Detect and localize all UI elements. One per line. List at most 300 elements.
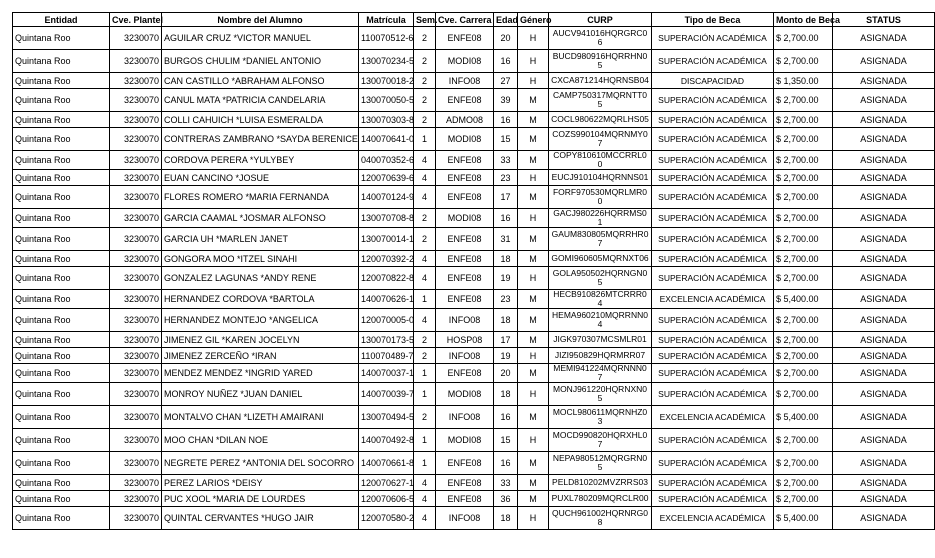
tipo-beca-cell: SUPERACIÓN ACADÉMICA [652, 170, 774, 186]
status-cell: ASIGNADA [833, 170, 935, 186]
curp-cell: HECB910826MTCRRR04 [549, 290, 652, 309]
cve-plantel-cell: 3230070 [110, 348, 162, 364]
monto-beca-cell: $ 2,700.00 [774, 475, 833, 491]
cve-carrera-cell: ADMO08 [436, 112, 494, 128]
entidad-cell: Quintana Roo [13, 429, 110, 452]
entidad-cell: Quintana Roo [13, 27, 110, 50]
cve-carrera-cell: INFO08 [436, 406, 494, 429]
nombre-cell: NEGRETE PEREZ *ANTONIA DEL SOCORRO [162, 452, 359, 475]
genero-cell: H [518, 348, 549, 364]
monto-beca-cell: $ 2,700.00 [774, 112, 833, 128]
edad-cell: 16 [494, 406, 518, 429]
table-row [13, 452, 935, 475]
table-row [13, 290, 935, 309]
entidad-cell: Quintana Roo [13, 228, 110, 251]
cve-plantel-cell: 3230070 [110, 251, 162, 267]
cve-carrera-cell: ENFE08 [436, 89, 494, 112]
semestre-cell: 2 [414, 348, 436, 364]
table-row [13, 251, 935, 267]
curp-cell: EUCJ910104HQRNNS01 [549, 170, 652, 186]
genero-cell: M [518, 151, 549, 170]
matricula-cell: 130070018-2 [359, 73, 414, 89]
curp-cell: JIGK970307MCSMLR01 [549, 332, 652, 348]
edad-cell: 16 [494, 209, 518, 228]
cve-plantel-cell: 3230070 [110, 151, 162, 170]
cve-plantel-cell: 3230070 [110, 364, 162, 383]
tipo-beca-cell: SUPERACIÓN ACADÉMICA [652, 27, 774, 50]
status-cell: ASIGNADA [833, 73, 935, 89]
nombre-cell: AGUILAR CRUZ *VICTOR MANUEL [162, 27, 359, 50]
entidad-cell: Quintana Roo [13, 348, 110, 364]
semestre-cell: 2 [414, 228, 436, 251]
genero-cell: H [518, 50, 549, 73]
edad-cell: 19 [494, 348, 518, 364]
matricula-cell: 120070639-6 [359, 170, 414, 186]
semestre-cell: 2 [414, 112, 436, 128]
tipo-beca-cell: SUPERACIÓN ACADÉMICA [652, 475, 774, 491]
col-status: STATUS [833, 13, 935, 27]
entidad-cell: Quintana Roo [13, 475, 110, 491]
nombre-cell: CANUL MATA *PATRICIA CANDELARIA [162, 89, 359, 112]
edad-cell: 16 [494, 112, 518, 128]
matricula-cell: 140070124-9 [359, 186, 414, 209]
monto-beca-cell: $ 2,700.00 [774, 170, 833, 186]
table-row [13, 50, 935, 73]
tipo-beca-cell: SUPERACIÓN ACADÉMICA [652, 332, 774, 348]
table-row [13, 228, 935, 251]
nombre-cell: PUC XOOL *MARIA DE LOURDES [162, 491, 359, 507]
tipo-beca-cell: SUPERACIÓN ACADÉMICA [652, 491, 774, 507]
semestre-cell: 1 [414, 290, 436, 309]
curp-cell: GOMI960605MQRNXT06 [549, 251, 652, 267]
genero-cell: H [518, 507, 549, 530]
genero-cell: M [518, 228, 549, 251]
status-cell: ASIGNADA [833, 364, 935, 383]
semestre-cell: 4 [414, 267, 436, 290]
tipo-beca-cell: SUPERACIÓN ACADÉMICA [652, 452, 774, 475]
semestre-cell: 2 [414, 209, 436, 228]
genero-cell: M [518, 186, 549, 209]
tipo-beca-cell: SUPERACIÓN ACADÉMICA [652, 364, 774, 383]
table-row [13, 112, 935, 128]
status-cell: ASIGNADA [833, 112, 935, 128]
cve-carrera-cell: MODI08 [436, 128, 494, 151]
genero-cell: M [518, 309, 549, 332]
curp-cell: HEMA960210MQRRNN04 [549, 309, 652, 332]
status-cell: ASIGNADA [833, 267, 935, 290]
tipo-beca-cell: SUPERACIÓN ACADÉMICA [652, 348, 774, 364]
curp-cell: JIZI950829HQRMRR07 [549, 348, 652, 364]
cve-carrera-cell: INFO08 [436, 507, 494, 530]
col-monto-beca: Monto de Beca [774, 13, 833, 27]
cve-carrera-cell: ENFE08 [436, 452, 494, 475]
monto-beca-cell: $ 5,400.00 [774, 290, 833, 309]
status-cell: ASIGNADA [833, 348, 935, 364]
cve-plantel-cell: 3230070 [110, 50, 162, 73]
matricula-cell: 120070627-1 [359, 475, 414, 491]
tipo-beca-cell: SUPERACIÓN ACADÉMICA [652, 50, 774, 73]
monto-beca-cell: $ 2,700.00 [774, 332, 833, 348]
curp-cell: MONJ961220HQRNXN05 [549, 383, 652, 406]
tipo-beca-cell: SUPERACIÓN ACADÉMICA [652, 267, 774, 290]
nombre-cell: HERNANDEZ CORDOVA *BARTOLA [162, 290, 359, 309]
monto-beca-cell: $ 2,700.00 [774, 491, 833, 507]
entidad-cell: Quintana Roo [13, 170, 110, 186]
entidad-cell: Quintana Roo [13, 491, 110, 507]
edad-cell: 20 [494, 27, 518, 50]
matricula-cell: 130070173-5 [359, 332, 414, 348]
edad-cell: 27 [494, 73, 518, 89]
entidad-cell: Quintana Roo [13, 128, 110, 151]
status-cell: ASIGNADA [833, 209, 935, 228]
table-row [13, 507, 935, 530]
cve-plantel-cell: 3230070 [110, 406, 162, 429]
nombre-cell: CAN CASTILLO *ABRAHAM ALFONSO [162, 73, 359, 89]
genero-cell: M [518, 332, 549, 348]
matricula-cell: 130070303-8 [359, 112, 414, 128]
table-row [13, 364, 935, 383]
table-row [13, 27, 935, 50]
table-row [13, 128, 935, 151]
cve-carrera-cell: ENFE08 [436, 228, 494, 251]
cve-plantel-cell: 3230070 [110, 186, 162, 209]
edad-cell: 18 [494, 383, 518, 406]
cve-plantel-cell: 3230070 [110, 209, 162, 228]
entidad-cell: Quintana Roo [13, 383, 110, 406]
matricula-cell: 140070661-8 [359, 452, 414, 475]
semestre-cell: 1 [414, 429, 436, 452]
cve-carrera-cell: ENFE08 [436, 290, 494, 309]
matricula-cell: 120070606-5 [359, 491, 414, 507]
genero-cell: H [518, 209, 549, 228]
curp-cell: BUCD980916HQRRHN05 [549, 50, 652, 73]
monto-beca-cell: $ 5,400.00 [774, 507, 833, 530]
status-cell: ASIGNADA [833, 186, 935, 209]
cve-plantel-cell: 3230070 [110, 452, 162, 475]
header-row [13, 13, 935, 27]
nombre-cell: GARCIA CAAMAL *JOSMAR ALFONSO [162, 209, 359, 228]
status-cell: ASIGNADA [833, 128, 935, 151]
table-row [13, 348, 935, 364]
edad-cell: 16 [494, 50, 518, 73]
cve-carrera-cell: ENFE08 [436, 151, 494, 170]
monto-beca-cell: $ 2,700.00 [774, 267, 833, 290]
entidad-cell: Quintana Roo [13, 406, 110, 429]
col-genero: Género [518, 13, 549, 27]
cve-carrera-cell: ENFE08 [436, 186, 494, 209]
genero-cell: H [518, 170, 549, 186]
monto-beca-cell: $ 2,700.00 [774, 128, 833, 151]
table-row [13, 267, 935, 290]
semestre-cell: 1 [414, 383, 436, 406]
semestre-cell: 2 [414, 406, 436, 429]
col-cve-carrera: Cve. Carrera [436, 13, 494, 27]
status-cell: ASIGNADA [833, 491, 935, 507]
col-entidad: Entidad [13, 13, 110, 27]
tipo-beca-cell: SUPERACIÓN ACADÉMICA [652, 309, 774, 332]
cve-plantel-cell: 3230070 [110, 170, 162, 186]
nombre-cell: GONGORA MOO *ITZEL SINAHI [162, 251, 359, 267]
curp-cell: GOLA950502HQRNGN05 [549, 267, 652, 290]
tipo-beca-cell: EXCELENCIA ACADÉMICA [652, 290, 774, 309]
tipo-beca-cell: SUPERACIÓN ACADÉMICA [652, 209, 774, 228]
genero-cell: H [518, 383, 549, 406]
monto-beca-cell: $ 2,700.00 [774, 452, 833, 475]
edad-cell: 23 [494, 170, 518, 186]
edad-cell: 15 [494, 429, 518, 452]
status-cell: ASIGNADA [833, 27, 935, 50]
genero-cell: M [518, 251, 549, 267]
cve-carrera-cell: INFO08 [436, 309, 494, 332]
edad-cell: 36 [494, 491, 518, 507]
monto-beca-cell: $ 2,700.00 [774, 50, 833, 73]
col-edad: Edad [494, 13, 518, 27]
entidad-cell: Quintana Roo [13, 267, 110, 290]
monto-beca-cell: $ 2,700.00 [774, 228, 833, 251]
cve-plantel-cell: 3230070 [110, 267, 162, 290]
tipo-beca-cell: SUPERACIÓN ACADÉMICA [652, 383, 774, 406]
cve-plantel-cell: 3230070 [110, 309, 162, 332]
col-cve-plantel: Cve. Plantel [110, 13, 162, 27]
status-cell: ASIGNADA [833, 50, 935, 73]
status-cell: ASIGNADA [833, 151, 935, 170]
col-curp: CURP [549, 13, 652, 27]
monto-beca-cell: $ 2,700.00 [774, 383, 833, 406]
tipo-beca-cell: SUPERACIÓN ACADÉMICA [652, 89, 774, 112]
genero-cell: H [518, 73, 549, 89]
genero-cell: M [518, 406, 549, 429]
cve-carrera-cell: MODI08 [436, 383, 494, 406]
semestre-cell: 4 [414, 491, 436, 507]
semestre-cell: 4 [414, 251, 436, 267]
tipo-beca-cell: SUPERACIÓN ACADÉMICA [652, 112, 774, 128]
table-row [13, 309, 935, 332]
tipo-beca-cell: SUPERACIÓN ACADÉMICA [652, 151, 774, 170]
curp-cell: NEPA980512MQRGRN05 [549, 452, 652, 475]
nombre-cell: GARCIA UH *MARLEN JANET [162, 228, 359, 251]
cve-carrera-cell: INFO08 [436, 348, 494, 364]
curp-cell: CXCA871214HQRNSB04 [549, 73, 652, 89]
table-row [13, 170, 935, 186]
semestre-cell: 2 [414, 89, 436, 112]
matricula-cell: 120070822-8 [359, 267, 414, 290]
col-matricula: Matrícula [359, 13, 414, 27]
status-cell: ASIGNADA [833, 406, 935, 429]
cve-plantel-cell: 3230070 [110, 112, 162, 128]
edad-cell: 16 [494, 452, 518, 475]
genero-cell: H [518, 429, 549, 452]
semestre-cell: 2 [414, 332, 436, 348]
matricula-cell: 120070580-2 [359, 507, 414, 530]
entidad-cell: Quintana Roo [13, 332, 110, 348]
table-row [13, 491, 935, 507]
nombre-cell: BURGOS CHULIM *DANIEL ANTONIO [162, 50, 359, 73]
cve-carrera-cell: HOSP08 [436, 332, 494, 348]
matricula-cell: 130070050-5 [359, 89, 414, 112]
cve-plantel-cell: 3230070 [110, 290, 162, 309]
status-cell: ASIGNADA [833, 89, 935, 112]
status-cell: ASIGNADA [833, 383, 935, 406]
matricula-cell: 120070005-0 [359, 309, 414, 332]
cve-plantel-cell: 3230070 [110, 128, 162, 151]
table-row [13, 186, 935, 209]
nombre-cell: HERNANDEZ MONTEJO *ANGELICA [162, 309, 359, 332]
curp-cell: COPY810610MCCRRL00 [549, 151, 652, 170]
table-row [13, 429, 935, 452]
nombre-cell: JIMENEZ GIL *KAREN JOCELYN [162, 332, 359, 348]
col-semestre: Sem. [414, 13, 436, 27]
matricula-cell: 110070489-7 [359, 348, 414, 364]
cve-plantel-cell: 3230070 [110, 89, 162, 112]
genero-cell: M [518, 452, 549, 475]
semestre-cell: 4 [414, 186, 436, 209]
matricula-cell: 130070014-1 [359, 228, 414, 251]
monto-beca-cell: $ 5,400.00 [774, 406, 833, 429]
tipo-beca-cell: SUPERACIÓN ACADÉMICA [652, 186, 774, 209]
semestre-cell: 2 [414, 27, 436, 50]
table-row [13, 383, 935, 406]
edad-cell: 33 [494, 151, 518, 170]
edad-cell: 17 [494, 332, 518, 348]
genero-cell: M [518, 112, 549, 128]
edad-cell: 20 [494, 364, 518, 383]
cve-carrera-cell: MODI08 [436, 429, 494, 452]
cve-plantel-cell: 3230070 [110, 507, 162, 530]
cve-carrera-cell: ENFE08 [436, 267, 494, 290]
semestre-cell: 2 [414, 50, 436, 73]
edad-cell: 18 [494, 309, 518, 332]
semestre-cell: 2 [414, 73, 436, 89]
curp-cell: AUCV941016HQRGRC06 [549, 27, 652, 50]
edad-cell: 19 [494, 267, 518, 290]
nombre-cell: GONZALEZ LAGUNAS *ANDY RENE [162, 267, 359, 290]
curp-cell: COCL980622MQRLHS05 [549, 112, 652, 128]
table-row [13, 73, 935, 89]
edad-cell: 31 [494, 228, 518, 251]
curp-cell: GACJ980226HQRRMS01 [549, 209, 652, 228]
entidad-cell: Quintana Roo [13, 89, 110, 112]
nombre-cell: EUAN CANCINO *JOSUE [162, 170, 359, 186]
nombre-cell: PEREZ LARIOS *DEISY [162, 475, 359, 491]
status-cell: ASIGNADA [833, 251, 935, 267]
table-row [13, 406, 935, 429]
genero-cell: M [518, 491, 549, 507]
cve-carrera-cell: MODI08 [436, 50, 494, 73]
table-row [13, 475, 935, 491]
monto-beca-cell: $ 2,700.00 [774, 186, 833, 209]
matricula-cell: 130070708-8 [359, 209, 414, 228]
cve-carrera-cell: MODI08 [436, 209, 494, 228]
entidad-cell: Quintana Roo [13, 186, 110, 209]
curp-cell: PUXL780209MQRCLR00 [549, 491, 652, 507]
table-row [13, 332, 935, 348]
cve-plantel-cell: 3230070 [110, 228, 162, 251]
curp-cell: MOCD990820HQRXHL07 [549, 429, 652, 452]
status-cell: ASIGNADA [833, 290, 935, 309]
status-cell: ASIGNADA [833, 228, 935, 251]
semestre-cell: 1 [414, 128, 436, 151]
cve-plantel-cell: 3230070 [110, 332, 162, 348]
matricula-cell: 140070492-8 [359, 429, 414, 452]
col-nombre: Nombre del Alumno [162, 13, 359, 27]
genero-cell: H [518, 27, 549, 50]
tipo-beca-cell: SUPERACIÓN ACADÉMICA [652, 429, 774, 452]
nombre-cell: FLORES ROMERO *MARIA FERNANDA [162, 186, 359, 209]
tipo-beca-cell: SUPERACIÓN ACADÉMICA [652, 128, 774, 151]
genero-cell: M [518, 290, 549, 309]
cve-plantel-cell: 3230070 [110, 383, 162, 406]
monto-beca-cell: $ 2,700.00 [774, 89, 833, 112]
curp-cell: CAMP750317MQRNTT05 [549, 89, 652, 112]
status-cell: ASIGNADA [833, 309, 935, 332]
genero-cell: M [518, 364, 549, 383]
status-cell: ASIGNADA [833, 452, 935, 475]
semestre-cell: 1 [414, 452, 436, 475]
monto-beca-cell: $ 2,700.00 [774, 309, 833, 332]
entidad-cell: Quintana Roo [13, 452, 110, 475]
cve-plantel-cell: 3230070 [110, 475, 162, 491]
matricula-cell: 040070352-6 [359, 151, 414, 170]
semestre-cell: 4 [414, 507, 436, 530]
edad-cell: 15 [494, 128, 518, 151]
monto-beca-cell: $ 2,700.00 [774, 27, 833, 50]
monto-beca-cell: $ 2,700.00 [774, 429, 833, 452]
edad-cell: 33 [494, 475, 518, 491]
semestre-cell: 4 [414, 170, 436, 186]
genero-cell: M [518, 475, 549, 491]
entidad-cell: Quintana Roo [13, 251, 110, 267]
table-row [13, 89, 935, 112]
entidad-cell: Quintana Roo [13, 151, 110, 170]
curp-cell: COZS990104MQRNMY07 [549, 128, 652, 151]
nombre-cell: MONTALVO CHAN *LIZETH AMAIRANI [162, 406, 359, 429]
cve-carrera-cell: ENFE08 [436, 475, 494, 491]
curp-cell: GAUM830805MQRRHR07 [549, 228, 652, 251]
matricula-cell: 140070641-0 [359, 128, 414, 151]
monto-beca-cell: $ 2,700.00 [774, 209, 833, 228]
curp-cell: MOCL980611MQRNHZ03 [549, 406, 652, 429]
cve-plantel-cell: 3230070 [110, 73, 162, 89]
cve-plantel-cell: 3230070 [110, 27, 162, 50]
cve-carrera-cell: INFO08 [436, 73, 494, 89]
curp-cell: FORF970530MQRLMR00 [549, 186, 652, 209]
entidad-cell: Quintana Roo [13, 364, 110, 383]
entidad-cell: Quintana Roo [13, 507, 110, 530]
nombre-cell: QUINTAL CERVANTES *HUGO JAIR [162, 507, 359, 530]
monto-beca-cell: $ 1,350.00 [774, 73, 833, 89]
matricula-cell: 110070512-6 [359, 27, 414, 50]
monto-beca-cell: $ 2,700.00 [774, 151, 833, 170]
edad-cell: 18 [494, 507, 518, 530]
cve-carrera-cell: ENFE08 [436, 491, 494, 507]
matricula-cell: 130070234-5 [359, 50, 414, 73]
scholarship-table [12, 12, 935, 530]
semestre-cell: 4 [414, 151, 436, 170]
semestre-cell: 4 [414, 475, 436, 491]
entidad-cell: Quintana Roo [13, 309, 110, 332]
col-tipo-beca: Tipo de Beca [652, 13, 774, 27]
status-cell: ASIGNADA [833, 475, 935, 491]
monto-beca-cell: $ 2,700.00 [774, 364, 833, 383]
matricula-cell: 120070392-2 [359, 251, 414, 267]
table-row [13, 209, 935, 228]
matricula-cell: 140070039-7 [359, 383, 414, 406]
status-cell: ASIGNADA [833, 429, 935, 452]
semestre-cell: 1 [414, 364, 436, 383]
genero-cell: M [518, 128, 549, 151]
table-row [13, 151, 935, 170]
tipo-beca-cell: SUPERACIÓN ACADÉMICA [652, 228, 774, 251]
